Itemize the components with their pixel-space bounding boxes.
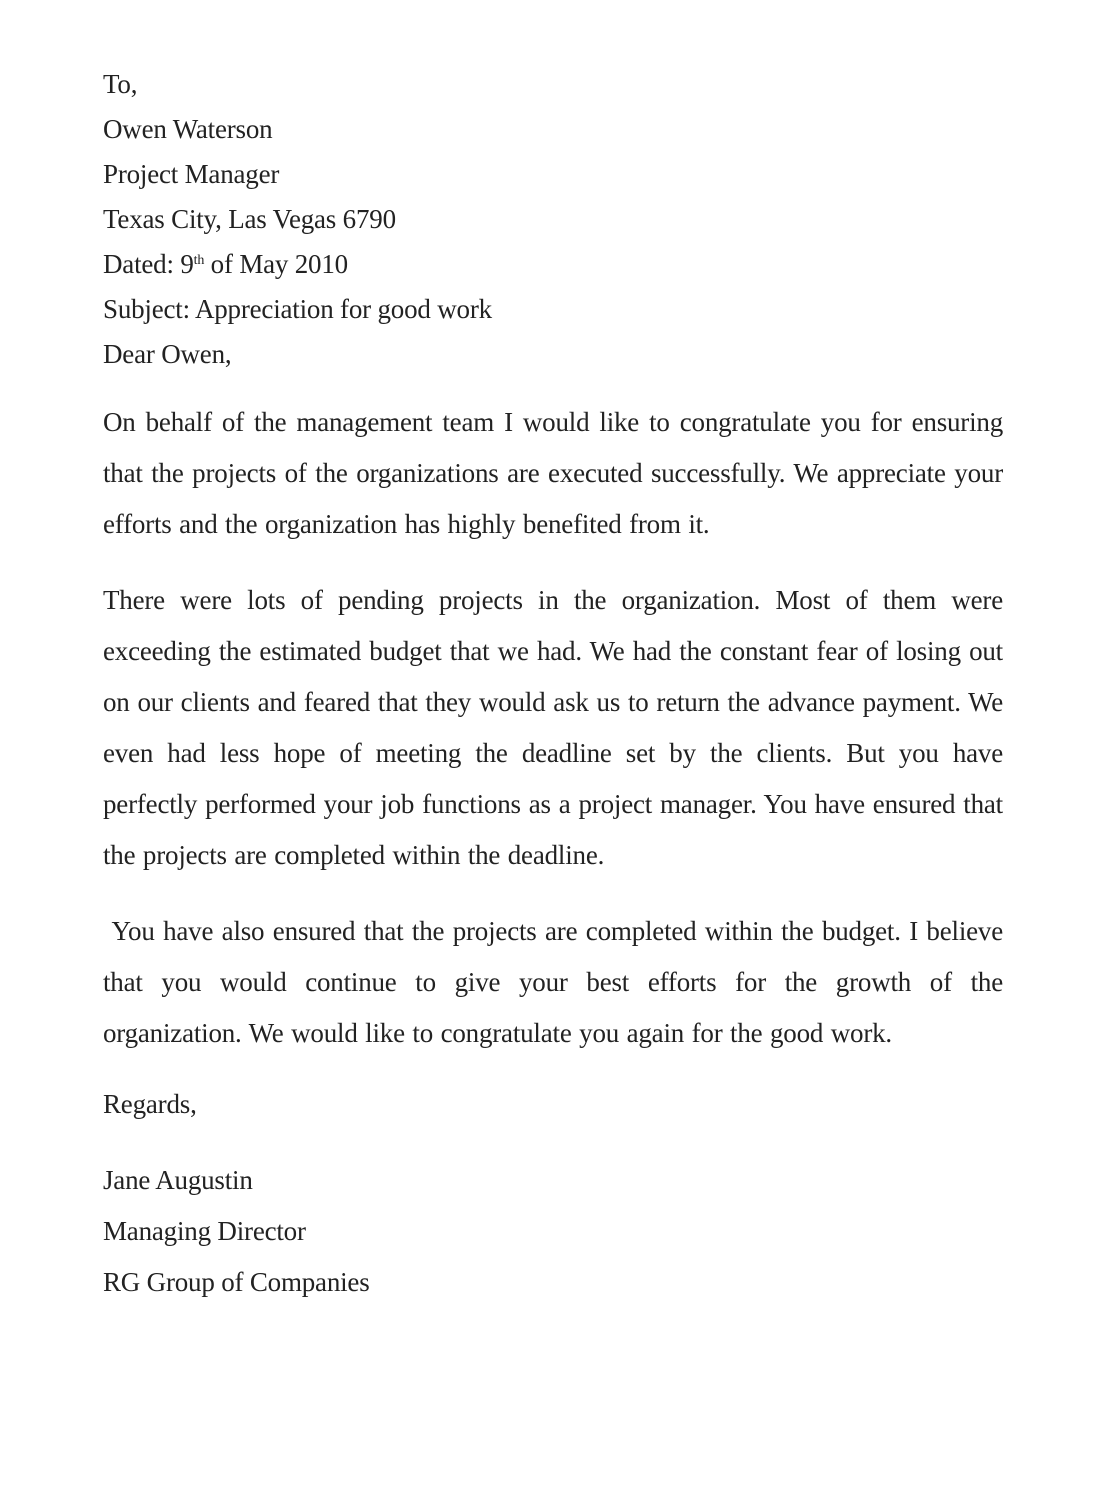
sender-title: Managing Director xyxy=(103,1216,306,1246)
signature-block xyxy=(103,1155,1003,1308)
closing-regards: Regards, xyxy=(103,1089,197,1119)
recipient-name: Owen Waterson xyxy=(103,114,273,144)
recipient-title: Project Manager xyxy=(103,159,280,189)
date-line xyxy=(103,242,1003,287)
to-line: To, xyxy=(103,69,138,99)
salutation: Dear Owen, xyxy=(103,339,232,369)
body-paragraph-1: On behalf of the management team I would like to congratulate you for ensuring that the projects of the organizations are executed successfully. We appreciate your efforts and the organization has highly benefited from it. xyxy=(103,407,1003,539)
date-rest: of May 2010 xyxy=(204,249,348,279)
sender-name: Jane Augustin xyxy=(103,1165,253,1195)
recipient-address: Texas City, Las Vegas 6790 xyxy=(103,204,396,234)
letter xyxy=(103,62,1011,1308)
date-prefix: Dated: 9 xyxy=(103,249,194,279)
sender-company: RG Group of Companies xyxy=(103,1267,370,1297)
body-paragraph-3: You have also ensured that the projects are completed within the budget. I believe that you would continue to give your best efforts for the growth of the organization. We would like to congratulate you again for the good work. xyxy=(103,916,1011,1048)
subject-line: Subject: Appreciation for good work xyxy=(103,294,492,324)
date-ordinal-suffix: th xyxy=(193,253,205,268)
body-paragraph-2: There were lots of pending projects in the organization. Most of them were exceeding the estimated budget that we had. We had the constant fear of losing out on our clients and feared that they would ask us to return the advance payment. We even had less hope of meeting the deadline set by the clients. But you have perfectly performed your job functions as a project manager. You have ensured that the projects are completed within the deadline. xyxy=(103,585,1003,870)
